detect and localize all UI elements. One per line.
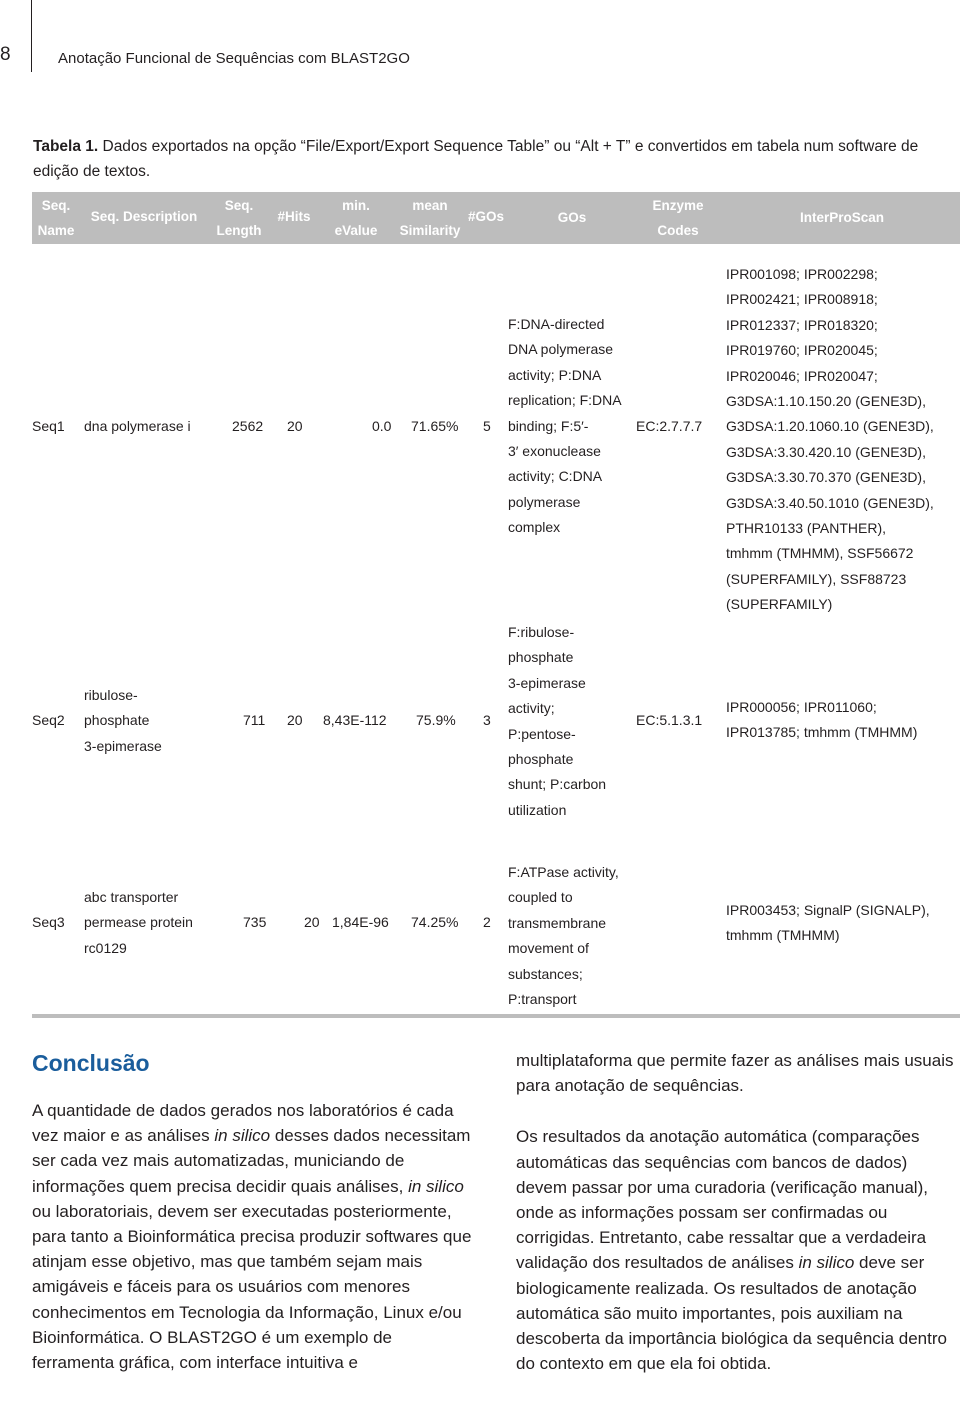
cell-evalue: 8,43E-112 bbox=[323, 712, 387, 728]
cell-hits: 20 bbox=[304, 914, 320, 930]
cell-description: dna polymerase i bbox=[84, 418, 191, 434]
cell-evalue: 1,84E-96 bbox=[332, 914, 389, 930]
running-title: Anotação Funcional de Sequências com BLAST2GO bbox=[58, 50, 410, 67]
table-bottom-rule bbox=[32, 1014, 960, 1018]
cell-similarity: 74.25% bbox=[411, 914, 459, 930]
header-gos-count: #GOs bbox=[467, 209, 505, 224]
cell-description: abc transporter permease protein rc0129 bbox=[84, 889, 193, 956]
cell-gos-count: 3 bbox=[483, 712, 491, 728]
conclusion-paragraph-2: multiplataforma que permite fazer as análises mais usuais para anotação de sequências. bbox=[516, 1051, 954, 1096]
cell-interpro: IPR001098; IPR002298; IPR002421; IPR008918; IPR012337; IPR018320; IPR019760; IPR020045; IPR020046; IPR020047; G3DSA:1.10.150.20 (GENE3D), G3DSA:1.20.1060.10 (GENE3D), G3DSA:3.30.420.10 (GENE3D), G3DSA:3.30.70.370 (GENE3D), G3DSA:3.40.50.1010 (GENE3D), PTHR10133 (PANTHER), tmhmm (TMHMM), SSF56672 (SUPERFAMILY), SSF88723 (SUPERFAMILY) bbox=[726, 266, 934, 613]
header-interproscan: InterProScan bbox=[799, 210, 885, 225]
section-title: Conclusão bbox=[32, 1050, 150, 1076]
table-label: Tabela 1. bbox=[33, 138, 99, 155]
table-caption bbox=[33, 134, 938, 184]
cell-length: 2562 bbox=[232, 418, 264, 434]
cell-gos-count: 2 bbox=[483, 914, 491, 930]
cell-interpro: IPR003453; SignalP (SIGNALP), tmhmm (TMHMM) bbox=[726, 902, 930, 944]
p1-text-b: desses dados necessitam ser cada vez mais automatizadas, municiando de informações quem precisa decidir quais análises, bbox=[32, 1126, 471, 1196]
header-seq-description: Seq. Description bbox=[90, 209, 198, 224]
cell-gos-count: 5 bbox=[483, 418, 491, 434]
header-enzyme-codes: Enzyme Codes bbox=[652, 198, 704, 238]
header-hits: #Hits bbox=[277, 209, 311, 224]
cell-enzyme: EC:5.1.3.1 bbox=[636, 712, 703, 728]
page-number: 8 bbox=[0, 44, 11, 65]
conclusion-right-column bbox=[516, 1048, 956, 1376]
table-caption-text: Dados exportados na opção “File/Export/Export Sequence Table” ou “Alt + T” e convertidos em tabela num software de edição de textos. bbox=[33, 138, 919, 180]
p3-italic: in silico bbox=[798, 1253, 855, 1273]
header-seq-name: Seq. Name bbox=[37, 198, 75, 238]
header-seq-length: Seq. Length bbox=[216, 198, 262, 238]
cell-hits: 20 bbox=[287, 712, 303, 728]
p1-italic-2: in silico bbox=[408, 1176, 464, 1196]
table-row-seq1 bbox=[32, 262, 960, 622]
table-row-seq3 bbox=[32, 860, 960, 1015]
cell-similarity: 71.65% bbox=[411, 418, 459, 434]
cell-seq-name: Seq3 bbox=[32, 914, 65, 930]
conclusion-paragraph-1 bbox=[32, 1098, 472, 1375]
header-min-evalue: min. eValue bbox=[334, 198, 378, 238]
p3-text-b: deve ser biologicamente realizada. Os resultados de anotação automática são muito importantes, pois auxiliam na descoberta da importância biológica da sequência dentro do contexto em que ela foi obtida. bbox=[516, 1253, 947, 1374]
cell-length: 735 bbox=[243, 914, 267, 930]
cell-gos: F:ribulose- phosphate 3-epimerase activity; P:pentose- phosphate shunt; P:carbon utilization bbox=[508, 624, 607, 818]
cell-gos: F:ATPase activity, coupled to transmembrane movement of substances; P:transport bbox=[508, 864, 619, 1008]
cell-enzyme: EC:2.7.7.7 bbox=[636, 418, 703, 434]
header-divider bbox=[31, 0, 32, 72]
cell-interpro: IPR000056; IPR011060; IPR013785; tmhmm (TMHMM) bbox=[726, 699, 918, 741]
cell-seq-name: Seq2 bbox=[32, 712, 65, 728]
cell-seq-name: Seq1 bbox=[32, 418, 65, 434]
table-row-seq2 bbox=[32, 620, 960, 830]
cell-description: ribulose- phosphate 3-epimerase bbox=[84, 687, 162, 754]
p1-italic-1: in silico bbox=[214, 1126, 271, 1146]
cell-evalue: 0.0 bbox=[372, 418, 392, 434]
conclusion-left-column bbox=[32, 1048, 472, 1375]
table-header bbox=[32, 192, 960, 244]
p3-text-a: Os resultados da anotação automática (comparações automáticas das sequências com bancos de dados) devem passar por uma curadoria (verificação manual), onde as informações possam ser confirmadas ou corrigidas. Entretanto, cabe ressaltar que a verdadeira validação dos resultados de análises bbox=[516, 1127, 928, 1273]
conclusion-paragraph-3 bbox=[516, 1124, 956, 1376]
cell-gos: F:DNA-directed DNA polymerase activity; P:DNA replication; F:DNA binding; F:5′- 3′ exonuclease activity; C:DNA polymerase complex bbox=[508, 316, 622, 536]
cell-length: 711 bbox=[243, 712, 266, 728]
header-mean-similarity: mean Similarity bbox=[399, 198, 461, 238]
p1-text-a: A quantidade de dados gerados nos laboratórios é cada vez maior e as análises bbox=[32, 1101, 454, 1146]
cell-similarity: 75.9% bbox=[416, 712, 456, 728]
p1-text-c: ou laboratoriais, devem ser executadas posteriormente, para tanto a Bioinformática precisa produzir softwares que atinjam esse objetivo, mas que também sejam mais amigáveis e fáceis para os usuários com menores conhecimentos em Tecnologia da Informação, Linux e/ou Bioinformática. O BLAST2GO é um exemplo de ferramenta gráfica, com interface intuitiva e bbox=[32, 1201, 472, 1373]
header-gos: GOs bbox=[557, 210, 587, 225]
cell-hits: 20 bbox=[287, 418, 303, 434]
